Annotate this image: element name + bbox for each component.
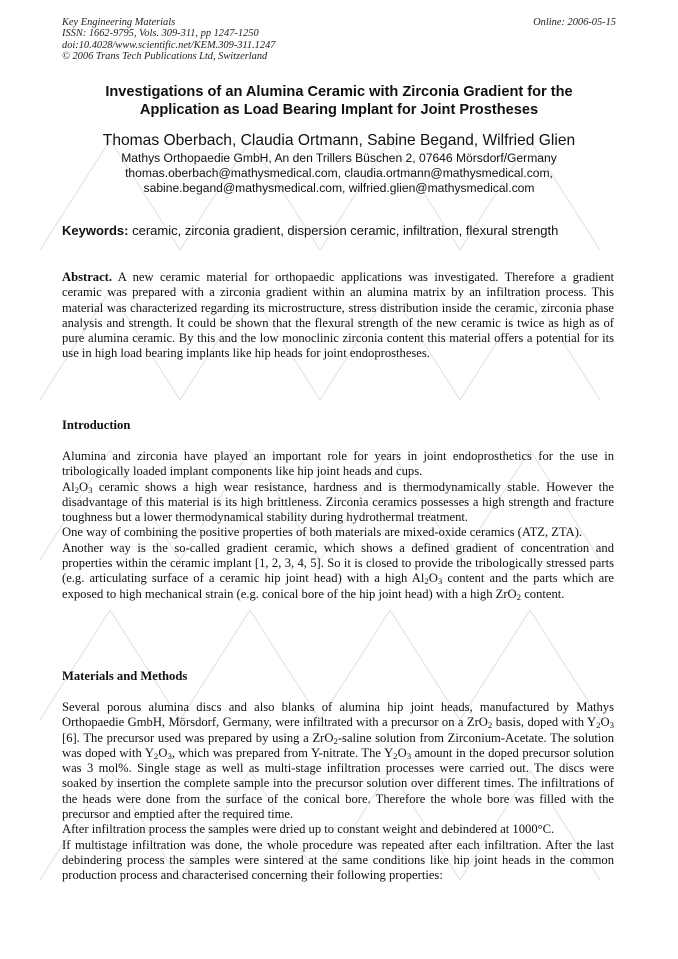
intro-paragraph-3: One way of combining the positive properties of both materials are mixed-oxide ceramics (ATZ, ZTA). bbox=[62, 525, 583, 540]
materials-methods-heading: Materials and Methods bbox=[62, 669, 188, 683]
introduction-heading: Introduction bbox=[62, 418, 131, 432]
abstract-label: Abstract. bbox=[62, 270, 113, 284]
affiliation: Mathys Orthopaedie GmbH, An den Trillers Büschen 2, 07646 Mörsdorf/Germany bbox=[121, 151, 557, 165]
mm-paragraph-3: If multistage infiltration was done, the whole procedure was repeated after each infiltration. After the last debindering process the samples were sintered at the same conditions like hip joint heads in the common production process and characterised concerning their following properties: bbox=[62, 837, 614, 883]
doi-line: doi:10.4028/www.scientific.net/KEM.309-311.1247 bbox=[62, 39, 276, 51]
emails-line-1: thomas.oberbach@mathysmedical.com, claudia.ortmann@mathysmedical.com, bbox=[125, 165, 553, 180]
publication-info bbox=[62, 17, 275, 63]
online-date: Online: 2006-05-15 bbox=[533, 17, 616, 28]
keywords bbox=[62, 223, 616, 238]
mm-paragraph-1: Several porous alumina discs and also blanks of alumina hip joint heads, manufactured by Mathys Orthopaedie GmbH, Mörsdorf, Germany, were infiltrated with a precursor on a ZrO$_2$ basis, doped with $Y_2O_3$ [6]. The precursor used was prepared by using a ZrO$_2$-saline solution from Zirconium-Acetate. The solution was doped with $Y_2O_3$, which was prepared from Y-nitrate. The $Y_2O_3$ amount in the doped precursor solution was 3 mol%. Single stage as well as multi-stage infiltration processes were carried out. The discs were soaked by insertion the complete sample into the precursor solution over different times. The infiltrations of the heads were done from the surface of the conical bore. Therefore the whole bore was filled with the precursor and emptied after the required time. bbox=[62, 700, 615, 822]
author-list: Thomas Oberbach, Claudia Ortmann, Sabine Begand, Wilfried Glien bbox=[102, 132, 576, 149]
keywords-text: ceramic, zirconia gradient, dispersion ceramic, infiltration, flexural strength bbox=[132, 223, 559, 238]
intro-paragraph-4: Another way is the so-called gradient ceramic, which shows a defined gradient of concentration and properties within the ceramic implant [1, 2, 3, 4, 5]. So it is closed to provide the tribologically stressed parts (e.g. articulating surface of a ceramic hip joint head) with a high $Al_2O_3$ content and the parts which are exposed to high mechanical strain (e.g. conical bore of the hip joint head) with a high ZrO$_2$ content. bbox=[62, 540, 614, 602]
emails-line-2: sabine.begand@mathysmedical.com, wilfried.glien@mathysmedical.com bbox=[143, 180, 535, 195]
introduction-body bbox=[62, 449, 614, 602]
abstract-text: A new ceramic material for orthopaedic applications was investigated. Therefore a gradient ceramic was prepared with a zirconia gradient within an alumina matrix by an infiltration process. This material was characterized regarding its microstructure, stress distribution inside the ceramic, zirconia phase analysis and strength. It could be shown that the flexural strength of the new ceramic is twice as high as of pure alumina ceramic. By this and the low monoclinic zirconia content this material offers a potential for its use in high load bearing implants like hip heads for joint endoprostheses. bbox=[62, 270, 614, 361]
paper-title bbox=[62, 83, 616, 119]
intro-paragraph-1: Alumina and zirconia have played an important role for years in joint endoprosthetics for the use in tribologically loaded implant components like hip joint heads and cups. bbox=[62, 449, 614, 479]
abstract bbox=[62, 270, 614, 362]
affiliation-block bbox=[62, 151, 616, 195]
mm-paragraph-2: After infiltration process the samples were dried up to constant weight and debindered at 1000°C. bbox=[62, 822, 555, 837]
title-line-2: Application as Load Bearing Implant for Joint Prostheses bbox=[139, 102, 539, 118]
keywords-label: Keywords: bbox=[62, 223, 129, 238]
issn-line: ISSN: 1662-9795, Vols. 309-311, pp 1247-1250 bbox=[62, 28, 259, 40]
copyright-line: © 2006 Trans Tech Publications Ltd, Switzerland bbox=[62, 51, 268, 63]
intro-paragraph-2: $Al_2O_3$ ceramic shows a high wear resistance, hardness and is thermodynamically stable. However the disadvantage of this material is its high brittleness. Zirconia ceramics possesses a high strength and fracture toughness but a lower thermodynamical stability during hydrothermal treatment. bbox=[62, 479, 614, 525]
title-line-1: Investigations of an Alumina Ceramic with Zirconia Gradient for the bbox=[105, 84, 573, 100]
materials-methods-body bbox=[62, 700, 614, 884]
journal-name: Key Engineering Materials bbox=[62, 17, 176, 28]
